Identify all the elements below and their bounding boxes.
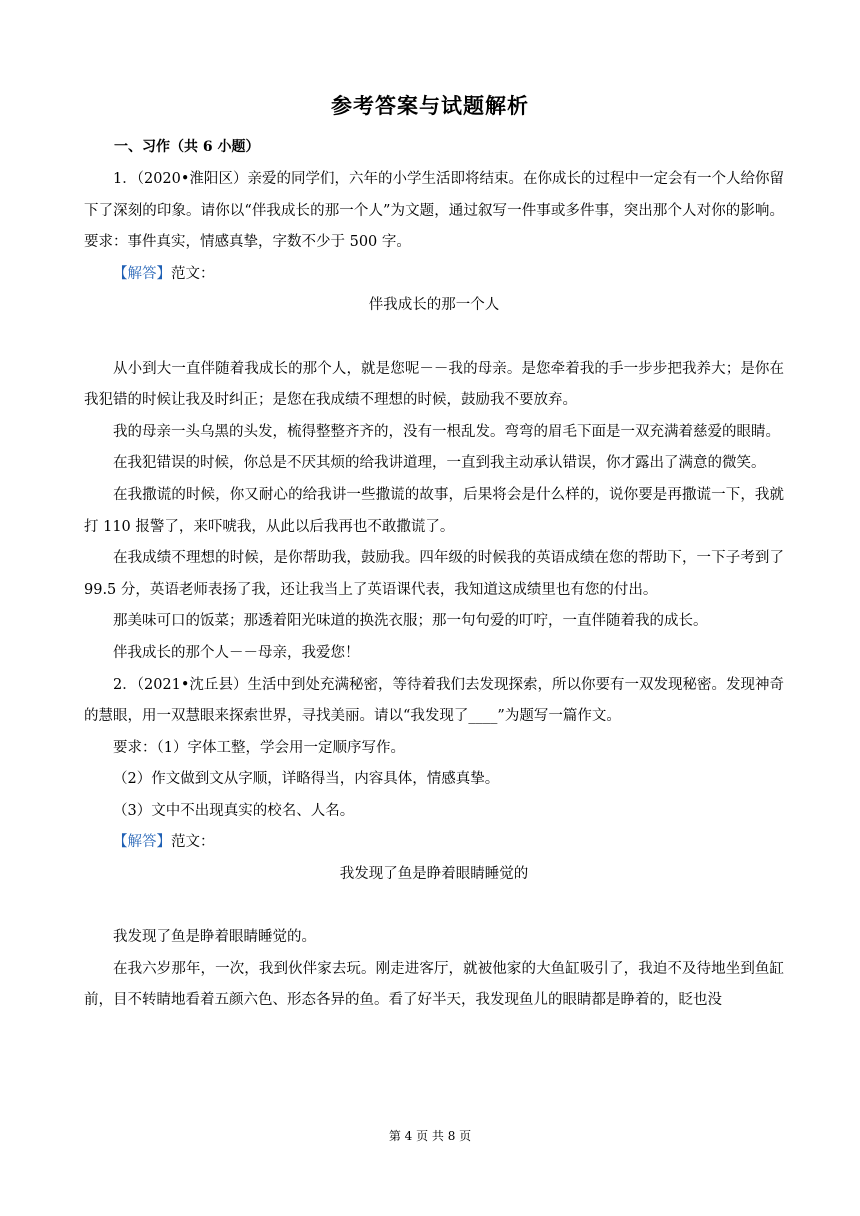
question-1-prompt: 1．（2020•淮阳区）亲爱的同学们，六年的小学生活即将结束。在你成长的过程中一定会有一个人给你留下了深刻的印象。请你以“伴我成长的那一个人”为文题，通过叙写一件事或多件事，突出那个人对你的影响。要求：事件真实，情感真挚，字数不少于 500 字。 — [84, 171, 784, 251]
answer-lead: 范文： — [171, 834, 215, 851]
essay-2-title: 我发现了鱼是睁着眼睛睡觉的 — [339, 866, 529, 883]
document-body — [84, 164, 784, 1017]
blank-line — [84, 322, 784, 354]
essay-1-title: 伴我成长的那一个人 — [368, 297, 500, 314]
blank-line — [84, 891, 784, 923]
section-heading: 一、习作（共 6 小题） — [114, 139, 260, 155]
essay-1-paragraph: 我的母亲一头乌黑的头发，梳得整整齐齐的，没有一根乱发。弯弯的眉毛下面是一双充满着慈爱的眼睛。 — [113, 423, 780, 440]
answer-lead: 范文： — [171, 265, 215, 282]
essay-1-paragraph: 伴我成长的那个人－－母亲，我爱您！ — [113, 644, 360, 661]
answer-tag: 【解答】 — [113, 265, 171, 282]
question-2-requirement: （3）文中不出现真实的校名、人名。 — [113, 802, 355, 819]
essay-1-paragraph: 在我犯错误的时候，你总是不厌其烦的给我讲道理，一直到我主动承认错误，你才露出了满意的微笑。 — [113, 455, 766, 472]
essay-1-paragraph: 在我撒谎的时候，你又耐心的给我讲一些撒谎的故事，后果将会是什么样的，说你要是再撒谎一下，我就打 110 报警了，来吓唬我，从此以后我再也不敢撒谎了。 — [84, 486, 784, 535]
page-footer: 第 4 页 共 8 页 — [388, 1129, 472, 1143]
essay-2-paragraph: 在我六岁那年，一次，我到伙伴家去玩。刚走进客厅，就被他家的大鱼缸吸引了，我迫不及待地坐到鱼缸前，目不转睛地看着五颜六色、形态各异的鱼。看了好半天，我发现鱼儿的眼睛都是睁着的，眨也没 — [84, 960, 784, 1009]
page-title: 参考答案与试题解析 — [331, 93, 529, 118]
question-2-answer-label — [84, 827, 784, 859]
essay-2-paragraph: 我发现了鱼是睁着眼睛睡觉的。 — [113, 929, 316, 946]
essay-1-paragraph: 从小到大一直伴随着我成长的那个人，就是您呢－－我的母亲。是您牵着我的手一步步把我养大；是你在我犯错的时候让我及时纠正；是您在我成绩不理想的时候，鼓励我不要放弃。 — [84, 360, 784, 409]
essay-1-paragraph: 那美味可口的饭菜；那透着阳光味道的换洗衣服；那一句句爱的叮咛，一直伴随着我的成长。 — [113, 613, 708, 630]
question-2-requirement: 要求：（1）字体工整，学会用一定顺序写作。 — [113, 739, 405, 756]
answer-tag: 【解答】 — [113, 834, 171, 851]
question-2-prompt: 2．（2021•沈丘县）生活中到处充满秘密，等待着我们去发现探索，所以你要有一双发现秘密。发现神奇的慧眼，用一双慧眼来探索世界，寻找美丽。请以“我发现了____”为题写一篇作文。 — [84, 676, 784, 725]
question-2-requirement: （2）作文做到文从字顺，详略得当，内容具体，情感真挚。 — [113, 771, 500, 788]
essay-1-paragraph: 在我成绩不理想的时候，是你帮助我，鼓励我。四年级的时候我的英语成绩在您的帮助下，一下子考到了 99.5 分，英语老师表扬了我，还让我当上了英语课代表，我知道这成绩里也有您的付出。 — [84, 550, 784, 598]
question-1-answer-label — [84, 259, 784, 291]
